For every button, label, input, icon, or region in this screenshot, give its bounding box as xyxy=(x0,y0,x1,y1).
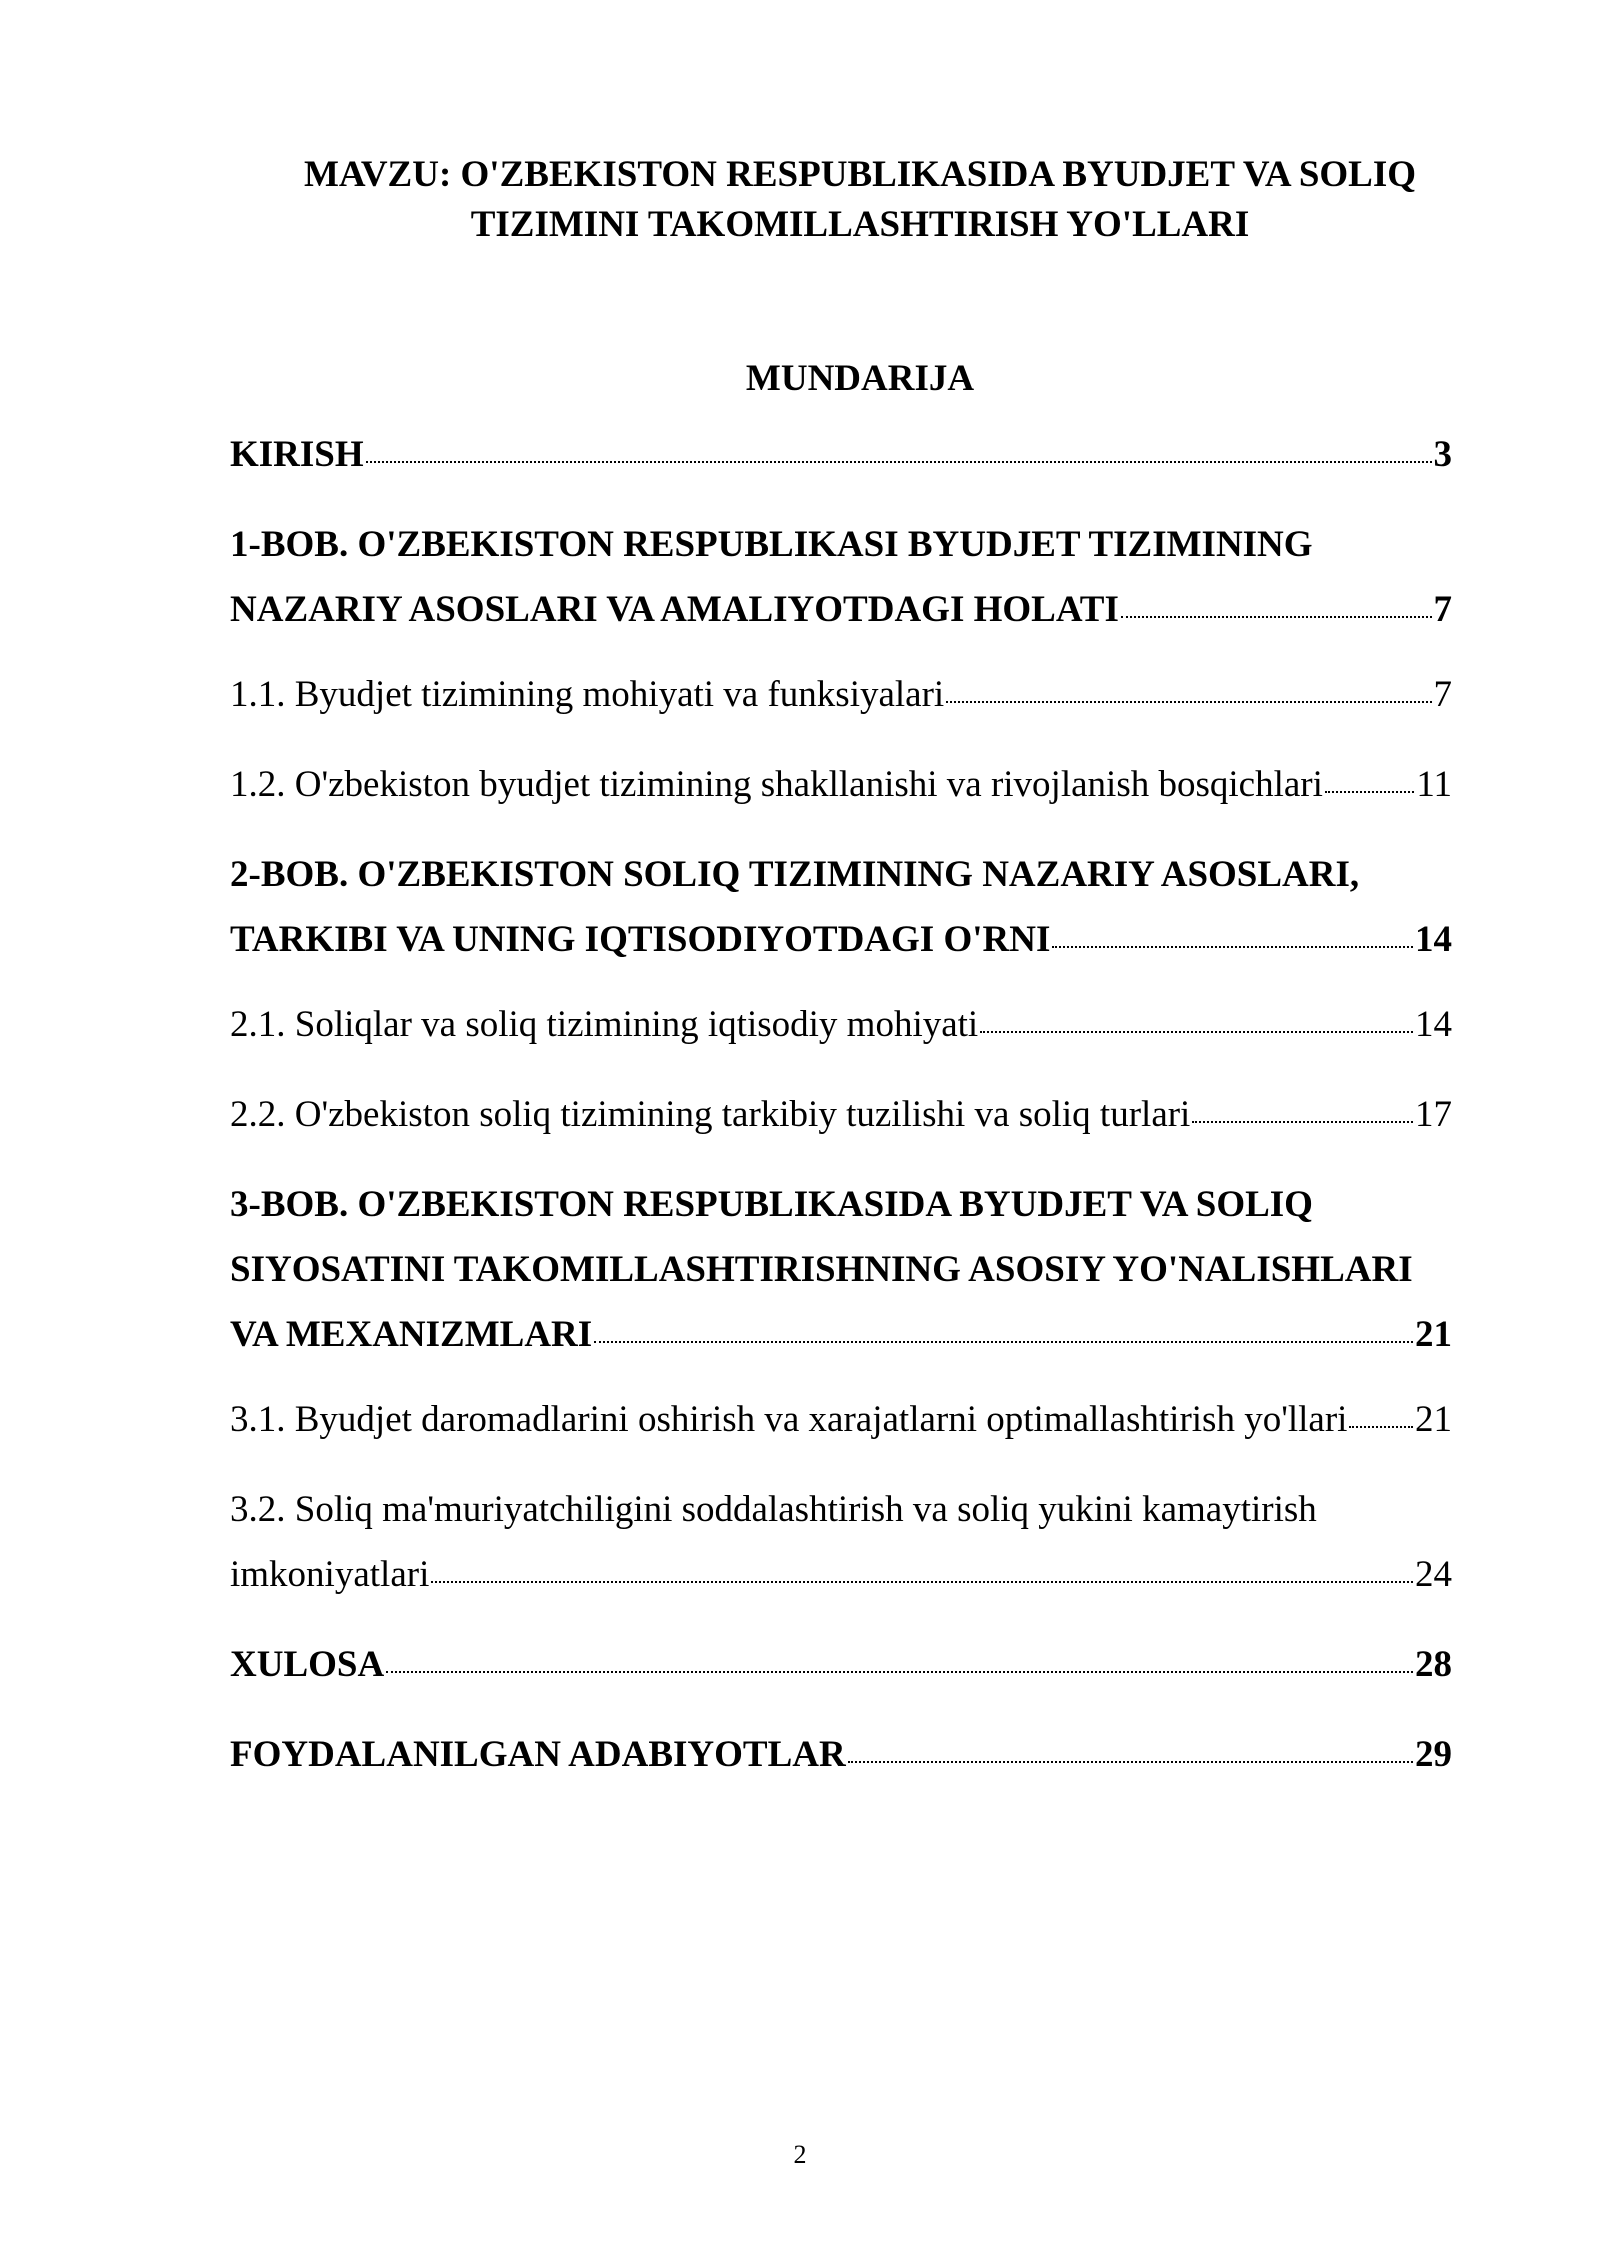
toc-page-number: 14 xyxy=(1415,919,1452,960)
toc-page-number: 7 xyxy=(1433,589,1452,630)
toc-dot-leader xyxy=(1052,946,1413,948)
toc-page-number: 3 xyxy=(1433,434,1452,475)
toc-entry[interactable] xyxy=(230,512,1452,642)
toc-page-number: 21 xyxy=(1415,1314,1452,1355)
toc-page-number: 28 xyxy=(1415,1644,1452,1685)
toc-dot-leader xyxy=(946,701,1431,703)
toc-dot-leader xyxy=(386,1671,1413,1673)
toc-entry-title: 1.2. O'zbekiston byudjet tizimining shakllanishi va rivojlanish bosqichlari xyxy=(230,764,1323,805)
toc-entry-title: 2.2. O'zbekiston soliq tizimining tarkibiy tuzilishi va soliq turlari xyxy=(230,1094,1191,1135)
toc-entry-title: 3.1. Byudjet daromadlarini oshirish va xarajatlarni optimallashtirish yo'llari xyxy=(230,1399,1348,1440)
toc-entry-line xyxy=(230,1632,1452,1697)
toc-entry[interactable] xyxy=(230,1172,1452,1367)
toc-page-number: 21 xyxy=(1415,1399,1452,1440)
document-topic xyxy=(230,150,1490,250)
toc-entry-line xyxy=(230,422,1452,487)
toc-entry-line xyxy=(230,1387,1452,1452)
toc-heading: MUNDARIJA xyxy=(745,358,975,399)
toc-entry[interactable] xyxy=(230,1632,1452,1697)
toc-entry-line xyxy=(230,1542,1452,1607)
toc-entry-title: 2-BOB. O'ZBEKISTON SOLIQ TIZIMINING NAZARIY ASOSLARI, xyxy=(230,854,1360,895)
toc-entry-line xyxy=(230,992,1452,1057)
toc-entry[interactable] xyxy=(230,1722,1452,1787)
page-number: 2 xyxy=(793,2140,807,2169)
toc-entry[interactable] xyxy=(230,842,1452,972)
toc-page-number: 14 xyxy=(1415,1004,1452,1045)
toc-entry-title: FOYDALANILGAN ADABIYOTLAR xyxy=(230,1734,846,1775)
toc-entry-title: 1-BOB. O'ZBEKISTON RESPUBLIKASI BYUDJET TIZIMINING xyxy=(230,524,1313,565)
toc-entry-line xyxy=(230,907,1452,972)
toc-entry-title: NAZARIY ASOSLARI VA AMALIYOTDAGI HOLATI xyxy=(230,589,1119,630)
toc-entry-line xyxy=(230,577,1452,642)
toc-entry-title: TARKIBI VA UNING IQTISODIYOTDAGI O'RNI xyxy=(230,919,1051,960)
toc-dot-leader xyxy=(1121,616,1432,618)
toc-entry-title: 3-BOB. O'ZBEKISTON RESPUBLIKASIDA BYUDJET VA SOLIQ xyxy=(230,1184,1313,1225)
toc-dot-leader xyxy=(431,1581,1413,1583)
toc-dot-leader xyxy=(594,1341,1413,1343)
toc-entry-line xyxy=(230,1722,1452,1787)
toc-entry-title: SIYOSATINI TAKOMILLASHTIRISHNING ASOSIY YO'NALISHLARI xyxy=(230,1249,1413,1290)
toc-entry[interactable] xyxy=(230,1082,1452,1147)
toc-entry[interactable] xyxy=(230,992,1452,1057)
toc-entry-line xyxy=(230,752,1452,817)
toc-dot-leader xyxy=(1192,1121,1413,1123)
toc-entry[interactable] xyxy=(230,422,1452,487)
toc-dot-leader xyxy=(1349,1426,1413,1428)
toc-page-number: 11 xyxy=(1416,764,1452,805)
toc-entry-title: 2.1. Soliqlar va soliq tizimining iqtisodiy mohiyati xyxy=(230,1004,979,1045)
toc-entry-line xyxy=(230,1302,1452,1367)
toc-entry-title: VA MEXANIZMLARI xyxy=(230,1314,593,1355)
toc-page-number: 17 xyxy=(1415,1094,1452,1135)
toc-entry-title: imkoniyatlari xyxy=(230,1554,430,1595)
toc-entry[interactable] xyxy=(230,752,1452,817)
toc-entry-title: 3.2. Soliq ma'muriyatchiligini soddalashtirish va soliq yukini kamaytirish xyxy=(230,1489,1317,1530)
toc-entry[interactable] xyxy=(230,662,1452,727)
toc-entry-title: XULOSA xyxy=(230,1644,385,1685)
toc-entry-line xyxy=(230,662,1452,727)
toc-page-number: 24 xyxy=(1415,1554,1452,1595)
toc-entry-title: KIRISH xyxy=(230,434,364,475)
topic-line-1: MAVZU: O'ZBEKISTON RESPUBLIKASIDA BYUDJET VA SOLIQ xyxy=(303,154,1417,195)
toc-dot-leader xyxy=(980,1031,1413,1033)
toc-page-number: 7 xyxy=(1433,674,1452,715)
toc-dot-leader xyxy=(848,1761,1413,1763)
toc-entry-title: 1.1. Byudjet tizimining mohiyati va funksiyalari xyxy=(230,674,945,715)
toc-page-number: 29 xyxy=(1415,1734,1452,1775)
toc-dot-leader xyxy=(366,461,1432,463)
topic-line-2: TIZIMINI TAKOMILLASHTIRISH YO'LLARI xyxy=(470,204,1250,245)
toc-entry[interactable] xyxy=(230,1477,1452,1607)
toc-dot-leader xyxy=(1325,791,1414,793)
toc-entry[interactable] xyxy=(230,1387,1452,1452)
toc-entry-line xyxy=(230,1082,1452,1147)
